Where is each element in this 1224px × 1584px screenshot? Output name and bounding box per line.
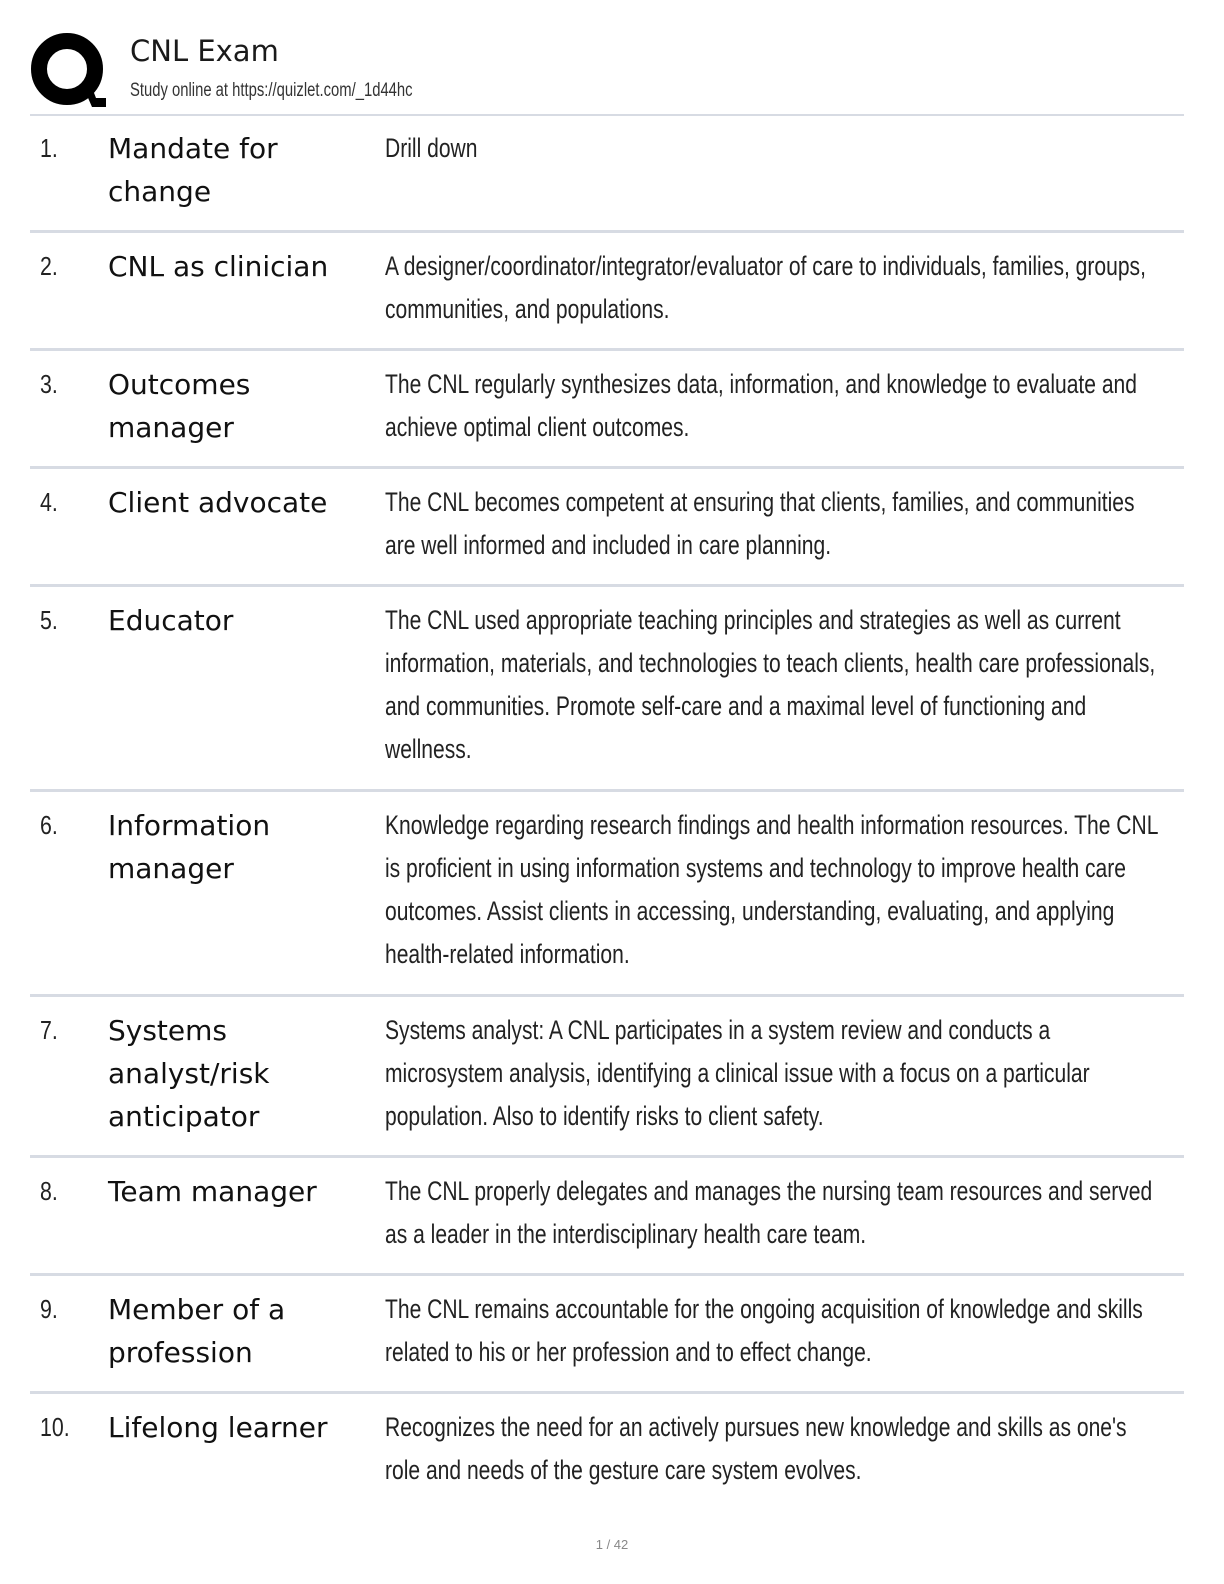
flashcard-row (30, 792, 1184, 997)
card-number: 10. (40, 1412, 70, 1442)
card-number: 5. (40, 605, 58, 635)
card-number: 6. (40, 810, 58, 840)
card-definition: The CNL used appropriate teaching principles and strategies as well as current information, materials, and technologies to teach clients, health care professionals, and communities. Promote self-care and a maximal level of functioning and wellness. (385, 605, 1156, 764)
card-term: CNL as clinician (108, 250, 329, 283)
flashcard-row (30, 1276, 1184, 1394)
card-term: Educator (108, 604, 234, 637)
card-term: Outcomes manager (108, 368, 251, 444)
card-number: 8. (40, 1176, 58, 1206)
flashcard-row (30, 587, 1184, 792)
card-definition: Systems analyst: A CNL participates in a system review and conducts a microsystem analysis, identifying a clinical issue with a focus on a particular population. Also to identify risks to client safety. (385, 1015, 1090, 1131)
flashcard-row (30, 115, 1184, 233)
card-definition: A designer/coordinator/integrator/evaluator of care to individuals, families, groups, communities, and populations. (385, 251, 1146, 324)
page-number: 1 / 42 (595, 1537, 629, 1552)
card-term: Mandate for change (108, 132, 278, 208)
card-number: 7. (40, 1015, 58, 1045)
flashcard-row (30, 1158, 1184, 1276)
flashcard-row (30, 351, 1184, 469)
card-number: 3. (40, 369, 58, 399)
study-online-link[interactable]: Study online at https://quizlet.com/_1d44hc (130, 80, 413, 101)
flashcard-row (30, 1394, 1184, 1499)
card-term: Team manager (108, 1175, 317, 1208)
card-definition: Knowledge regarding research findings and health information resources. The CNL is proficient in using information systems and technology to improve health care outcomes. Assist clients in accessing, understanding, evaluating, and applying health-related information. (385, 810, 1158, 969)
flashcard-list (30, 115, 1184, 1499)
card-term: Lifelong learner (108, 1411, 328, 1444)
card-number: 4. (40, 487, 58, 517)
page-title: CNL Exam (130, 34, 279, 68)
card-number: 1. (40, 133, 58, 163)
card-definition: The CNL regularly synthesizes data, information, and knowledge to evaluate and achieve optimal client outcomes. (385, 369, 1137, 442)
card-term: Member of a profession (108, 1293, 286, 1369)
card-number: 9. (40, 1294, 58, 1324)
card-term: Systems analyst/risk anticipator (108, 1014, 270, 1133)
card-definition: The CNL becomes competent at ensuring that clients, families, and communities are well informed and included in care planning. (385, 487, 1135, 560)
flashcard-row (30, 997, 1184, 1158)
card-definition: The CNL remains accountable for the ongoing acquisition of knowledge and skills related to his or her profession and to effect change. (385, 1294, 1143, 1367)
document-header (30, 28, 1184, 116)
card-definition: The CNL properly delegates and manages the nursing team resources and served as a leader in the interdisciplinary health care team. (385, 1176, 1153, 1249)
card-term: Client advocate (108, 486, 328, 519)
card-number: 2. (40, 251, 58, 281)
card-definition: Drill down (385, 133, 478, 163)
flashcard-row (30, 469, 1184, 587)
quizlet-logo-icon (30, 32, 108, 110)
flashcard-row (30, 233, 1184, 351)
card-definition: Recognizes the need for an actively pursues new knowledge and skills as one's role and needs of the gesture care system evolves. (385, 1412, 1127, 1485)
card-term: Information manager (108, 809, 271, 885)
